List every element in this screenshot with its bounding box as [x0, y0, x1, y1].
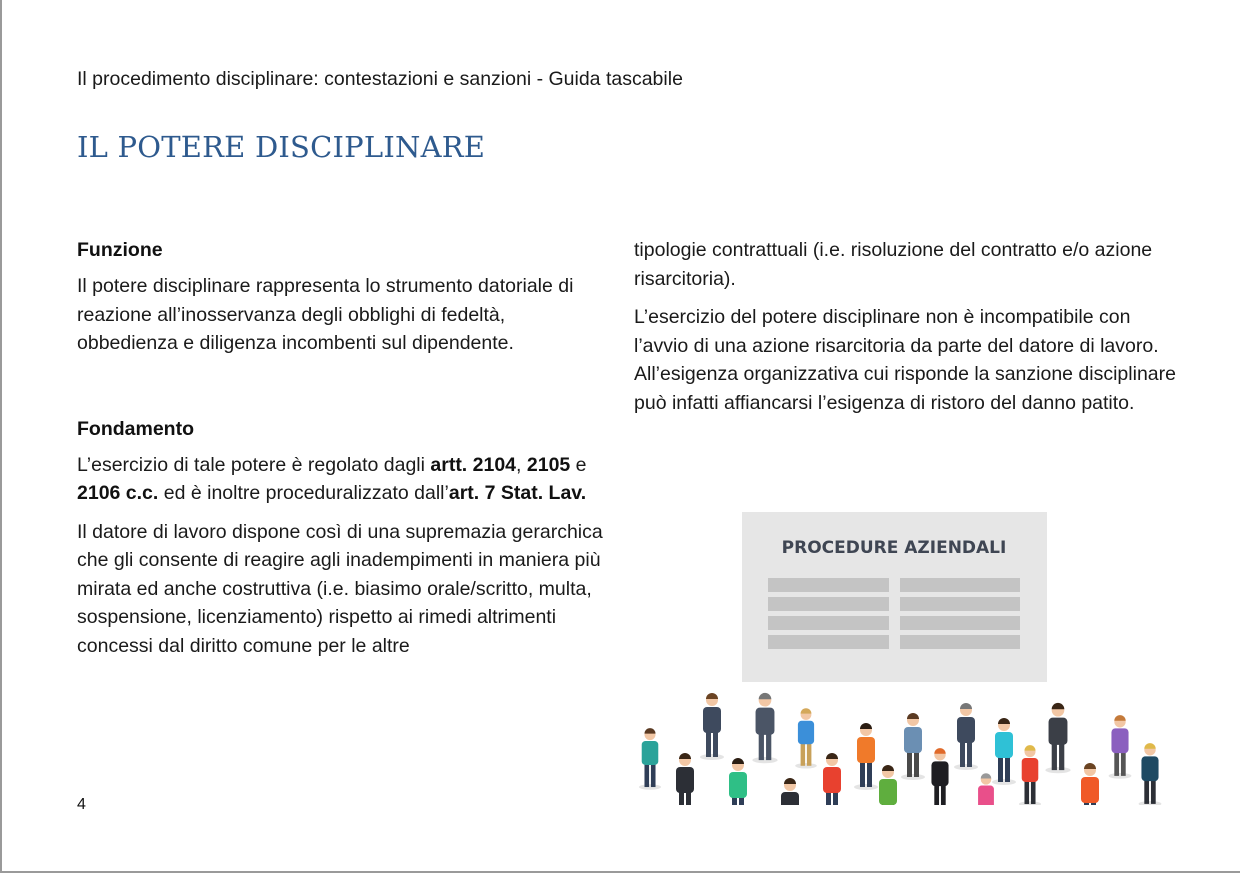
paragraph-continuation: tipologie contrattuali (i.e. risoluzione del contratto e/o azione risarcitoria).: [634, 239, 1153, 290]
people-group: [639, 693, 1161, 805]
person-icon: [752, 693, 777, 763]
person-icon: [901, 713, 925, 780]
bold-ref-2106-cc: 2106 c.c.: [77, 482, 159, 504]
person-icon: [673, 753, 697, 805]
page-number: 4: [77, 796, 86, 813]
section-heading-funzione: Funzione: [77, 239, 163, 261]
paragraph-funzione: Il potere disciplinare rappresenta lo strumento datoriale di reazione all’inosservanza degli obblighi di fedeltà, obbedienza e diligenza incombenti sul dipendente.: [77, 275, 574, 354]
person-icon: [726, 758, 750, 805]
person-icon: [820, 753, 844, 805]
crowd-illustration: [630, 505, 1175, 805]
person-icon: [1109, 715, 1132, 779]
paragraph-fondamento-supremacy: Il datore di lavoro dispone così di una supremazia gerarchica che gli consente di reagire agli inadempimenti in maniera più mirata ed anche costruttiva (i.e. biasimo orale/scritto, multa, sospensione, licenziamento) rispetto ai rimedi altrimenti concessi dal diritto comune per le altre: [77, 520, 603, 657]
person-icon: [929, 748, 952, 805]
bold-ref-artt-2104: artt. 2104: [430, 453, 517, 476]
crowd-of-people-icon: [630, 505, 1175, 805]
person-icon: [854, 723, 878, 790]
person-icon: [876, 765, 900, 805]
paragraph-azione-risarcitoria: L’esercizio del potere disciplinare non è incompatibile con l’avvio di una azione risarcitoria da parte del datore di lavoro. All’esigenza organizzativa cui risponde la sanzione disciplinare può infatti affiancarsi l’esigenza di ristoro del danno patito.: [634, 306, 1176, 414]
left-column: [77, 236, 607, 670]
paragraph-fondamento-legal-basis: L’esercizio di tale potere è regolato dagli artt. 2104, 2105 e 2106 c.c. ed è inoltre proceduralizzato dall’art. 7 Stat. Lav.: [77, 453, 587, 504]
person-icon: [992, 718, 1016, 785]
person-icon: [1078, 763, 1102, 805]
right-column: [634, 236, 1179, 427]
board-title: PROCEDURE AZIENDALI: [781, 538, 1007, 558]
page-title: IL POTERE DISCIPLINARE: [77, 130, 486, 164]
person-icon: [975, 773, 996, 805]
person-icon: [1139, 743, 1162, 805]
running-header: Il procedimento disciplinare: contestazioni e sanzioni - Guida tascabile: [77, 68, 683, 90]
person-icon: [1045, 703, 1070, 773]
section-heading-fondamento: Fondamento: [77, 417, 194, 440]
person-icon: [795, 708, 817, 768]
person-icon: [639, 728, 661, 790]
person-icon: [778, 778, 802, 805]
bold-ref-2105: 2105: [526, 453, 571, 476]
person-icon: [1019, 745, 1041, 805]
person-icon: [700, 693, 724, 760]
person-icon: [954, 703, 978, 770]
bold-ref-art7-stat-lav: art. 7 Stat. Lav.: [448, 482, 587, 504]
